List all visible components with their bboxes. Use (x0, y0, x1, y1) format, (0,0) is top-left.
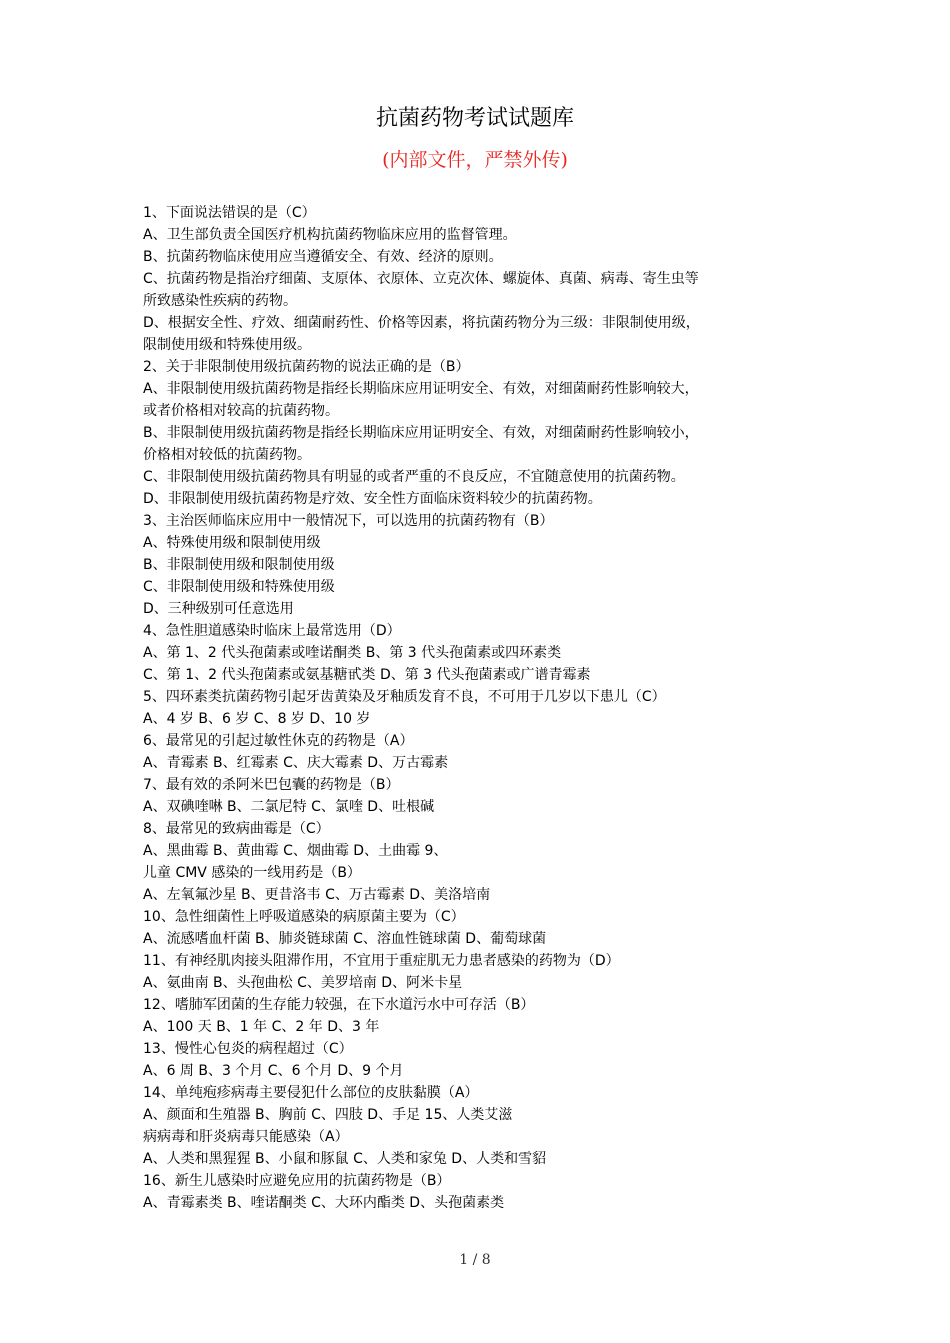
text-line: 限制使用级和特殊使用级。 (143, 337, 311, 353)
text-line: 11、有神经肌肉接头阻滞作用，不宜用于重症肌无力患者感染的药物为（D） (143, 953, 620, 969)
text-line: C、抗菌药物是指治疗细菌、支原体、衣原体、立克次体、螺旋体、真菌、病毒、寄生虫等 (143, 271, 699, 287)
text-line: 5、四环素类抗菌药物引起牙齿黄染及牙釉质发育不良，不可用于几岁以下患儿（C） (143, 689, 666, 705)
text-line: A、卫生部负责全国医疗机构抗菌药物临床应用的监督管理。 (143, 227, 517, 243)
text-line: B、非限制使用级和限制使用级 (143, 557, 335, 573)
text-line: 1、下面说法错误的是（C） (143, 205, 316, 221)
text-line: A、双碘喹啉 B、二氯尼特 C、氯喹 D、吐根碱 (143, 799, 435, 815)
text-line: B、非限制使用级抗菌药物是指经长期临床应用证明安全、有效，对细菌耐药性影响较小， (143, 425, 699, 441)
page-number: 1 / 8 (459, 1252, 491, 1268)
text-line: A、6 周 B、3 个月 C、6 个月 D、9 个月 (143, 1063, 404, 1079)
text-line: 13、慢性心包炎的病程超过（C） (143, 1041, 353, 1057)
text-line: 14、单纯疱疹病毒主要侵犯什么部位的皮肤黏膜（A） (143, 1085, 479, 1101)
text-line: A、青霉素类 B、喹诺酮类 C、大环内酯类 D、头孢菌素类 (143, 1195, 505, 1211)
document-title: 抗菌药物考试试题库 (375, 106, 574, 131)
text-line: C、非限制使用级抗菌药物具有明显的或者严重的不良反应，不宜随意使用的抗菌药物。 (143, 469, 685, 485)
text-line: B、抗菌药物临床使用应当遵循安全、有效、经济的原则。 (143, 249, 503, 265)
text-line: 12、嗜肺军团菌的生存能力较强，在下水道污水中可存活（B） (143, 997, 535, 1013)
text-line: D、三种级别可任意选用 (143, 601, 294, 617)
text-line: A、颜面和生殖器 B、胸前 C、四肢 D、手足 15、人类艾滋 (143, 1107, 513, 1123)
text-line: 6、最常见的引起过敏性休克的药物是（A） (143, 733, 414, 749)
text-line: A、左氧氟沙星 B、更昔洛韦 C、万古霉素 D、美洛培南 (143, 887, 491, 903)
text-line: A、100 天 B、1 年 C、2 年 D、3 年 (143, 1019, 380, 1035)
text-line: 3、主治医师临床应用中一般情况下，可以选用的抗菌药物有（B） (143, 513, 554, 529)
text-line: D、非限制使用级抗菌药物是疗效、安全性方面临床资料较少的抗菌药物。 (143, 491, 602, 507)
text-line: A、人类和黑猩猩 B、小鼠和豚鼠 C、人类和家兔 D、人类和雪貂 (143, 1151, 547, 1167)
text-line: 8、最常见的致病曲霉是（C） (143, 821, 330, 837)
text-line: 病病毒和肝炎病毒只能感染（A） (143, 1129, 349, 1145)
text-line: A、非限制使用级抗菌药物是指经长期临床应用证明安全、有效，对细菌耐药性影响较大， (143, 381, 699, 397)
text-line: 或者价格相对较高的抗菌药物。 (143, 403, 339, 419)
text-line: 所致感染性疾病的药物。 (143, 293, 297, 309)
text-line: C、第 1、2 代头孢菌素或氨基糖甙类 D、第 3 代头孢菌素或广谱青霉素 (143, 667, 591, 683)
text-line: D、根据安全性、疗效、细菌耐药性、价格等因素，将抗菌药物分为三级：非限制使用级， (143, 315, 700, 331)
text-line: A、流感嗜血杆菌 B、肺炎链球菌 C、溶血性链球菌 D、葡萄球菌 (143, 931, 547, 947)
text-line: 10、急性细菌性上呼吸道感染的病原菌主要为（C） (143, 909, 465, 925)
text-line: A、青霉素 B、红霉素 C、庆大霉素 D、万古霉素 (143, 755, 449, 771)
text-line: 16、新生儿感染时应避免应用的抗菌药物是（B） (143, 1173, 451, 1189)
text-line: 价格相对较低的抗菌药物。 (143, 447, 311, 463)
text-line: A、第 1、2 代头孢菌素或喹诺酮类 B、第 3 代头孢菌素或四环素类 (143, 645, 562, 661)
document-subtitle: (内部文件，严禁外传) (382, 149, 568, 171)
text-line: 2、关于非限制使用级抗菌药物的说法正确的是（B） (143, 359, 470, 375)
text-line: A、氨曲南 B、头孢曲松 C、美罗培南 D、阿米卡星 (143, 975, 463, 991)
text-line: 儿童 CMV 感染的一线用药是（B） (143, 865, 361, 881)
document-body (143, 202, 823, 1214)
text-line: 7、最有效的杀阿米巴包囊的药物是（B） (143, 777, 400, 793)
text-line: A、4 岁 B、6 岁 C、8 岁 D、10 岁 (143, 711, 371, 727)
text-line: 4、急性胆道感染时临床上最常选用（D） (143, 623, 401, 639)
text-line: C、非限制使用级和特殊使用级 (143, 579, 335, 595)
text-line: A、黑曲霉 B、黄曲霉 C、烟曲霉 D、土曲霉 9、 (143, 843, 448, 859)
text-line: A、特殊使用级和限制使用级 (143, 535, 321, 551)
